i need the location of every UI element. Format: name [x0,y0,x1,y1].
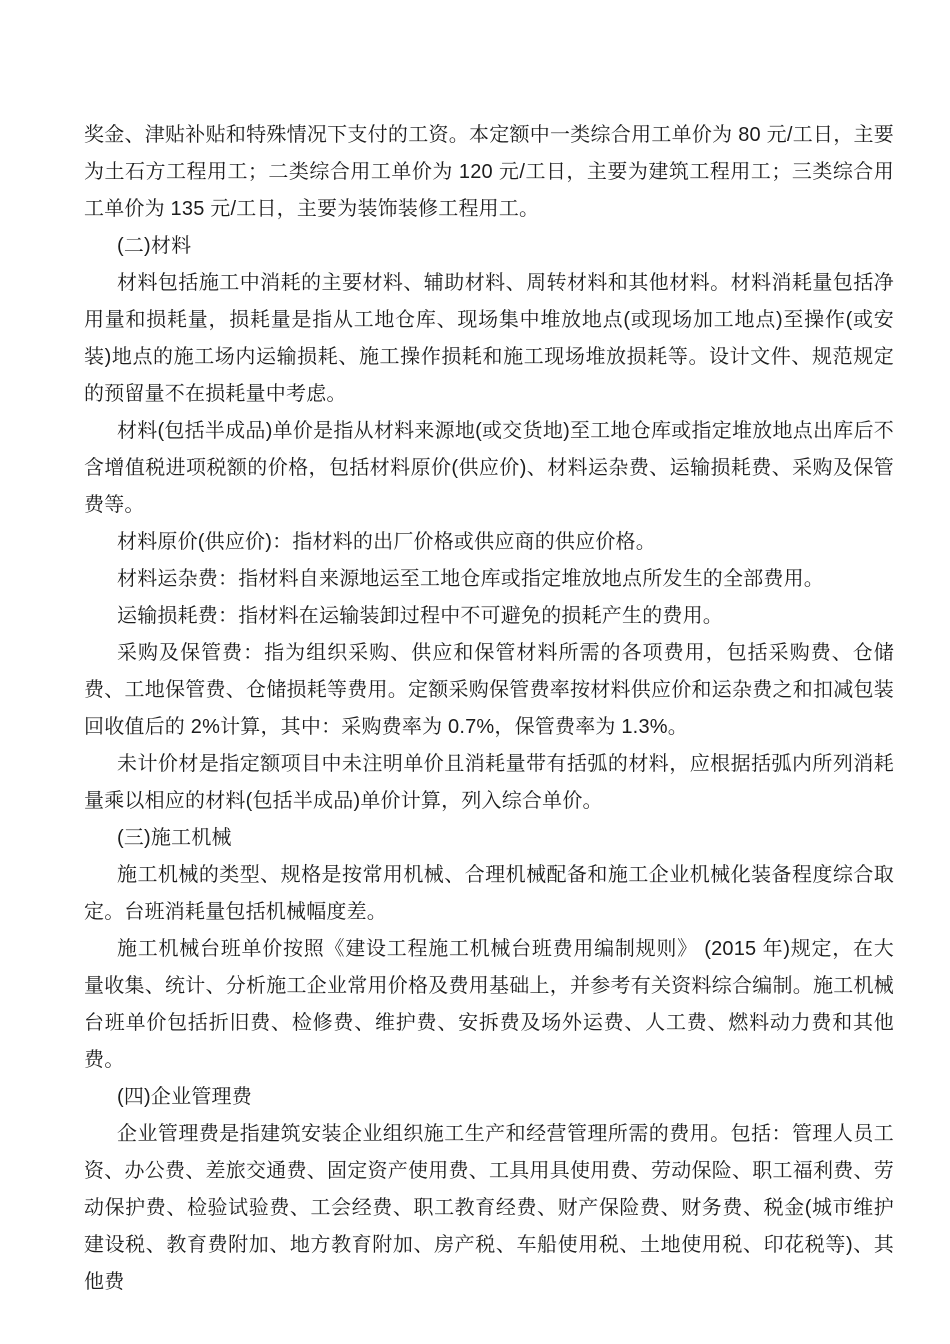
paragraph: 材料(包括半成品)单价是指从材料来源地(或交货地)至工地仓库或指定堆放地点出库后不含增值税进项税额的价格，包括材料原价(供应价)、材料运杂费、运输损耗费、采购及保管费等。 [84,420,894,516]
paragraph: 材料运杂费：指材料自来源地运至工地仓库或指定堆放地点所发生的全部费用。 [117,568,824,590]
document-body [84,117,894,1301]
paragraph: 企业管理费是指建筑安装企业组织施工生产和经营管理所需的费用。包括：管理人员工资、办公费、差旅交通费、固定资产使用费、工具用具使用费、劳动保险、职工福利费、劳动保护费、检验试验费、工会经费、职工教育经费、财产保险费、财务费、税金(城市维护建设税、教育费附加、地方教育附加、房产税、车船使用税、土地使用税、印花税等)、其他费 [84,1123,894,1293]
paragraph: 施工机械台班单价按照《建设工程施工机械台班费用编制规则》 (2015 年)规定，在大量收集、统计、分析施工企业常用价格及费用基础上，并参考有关资料综合编制。施工机械台班单价包括折旧费、检修费、维护费、安拆费及场外运费、人工费、燃料动力费和其他费。 [84,938,894,1071]
paragraph: 材料原价(供应价)：指材料的出厂价格或供应商的供应价格。 [117,531,656,553]
section-heading: (三)施工机械 [117,827,232,849]
paragraph: 奖金、津贴补贴和特殊情况下支付的工资。本定额中一类综合用工单价为 80 元/工日，主要为土石方工程用工；二类综合用工单价为 120 元/工日，主要为建筑工程用工；三类综合用工单价为 135 元/工日，主要为装饰装修工程用工。 [84,124,894,220]
paragraph: 施工机械的类型、规格是按常用机械、合理机械配备和施工企业机械化装备程度综合取定。台班消耗量包括机械幅度差。 [84,864,894,923]
section-heading: (二)材料 [117,235,192,257]
section-heading: (四)企业管理费 [117,1086,252,1108]
paragraph: 未计价材是指定额项目中未注明单价且消耗量带有括弧的材料，应根据括弧内所列消耗量乘以相应的材料(包括半成品)单价计算，列入综合单价。 [84,753,894,812]
paragraph: 材料包括施工中消耗的主要材料、辅助材料、周转材料和其他材料。材料消耗量包括净用量和损耗量，损耗量是指从工地仓库、现场集中堆放地点(或现场加工地点)至操作(或安装)地点的施工场内运输损耗、施工操作损耗和施工现场堆放损耗等。设计文件、规范规定的预留量不在损耗量中考虑。 [84,272,894,405]
paragraph: 采购及保管费：指为组织采购、供应和保管材料所需的各项费用，包括采购费、仓储费、工地保管费、仓储损耗等费用。定额采购保管费率按材料供应价和运杂费之和扣减包装回收值后的 2%计算，其中：采购费率为 0.7%，保管费率为 1.3%。 [84,642,894,738]
paragraph: 运输损耗费：指材料在运输装卸过程中不可避免的损耗产生的费用。 [117,605,723,627]
